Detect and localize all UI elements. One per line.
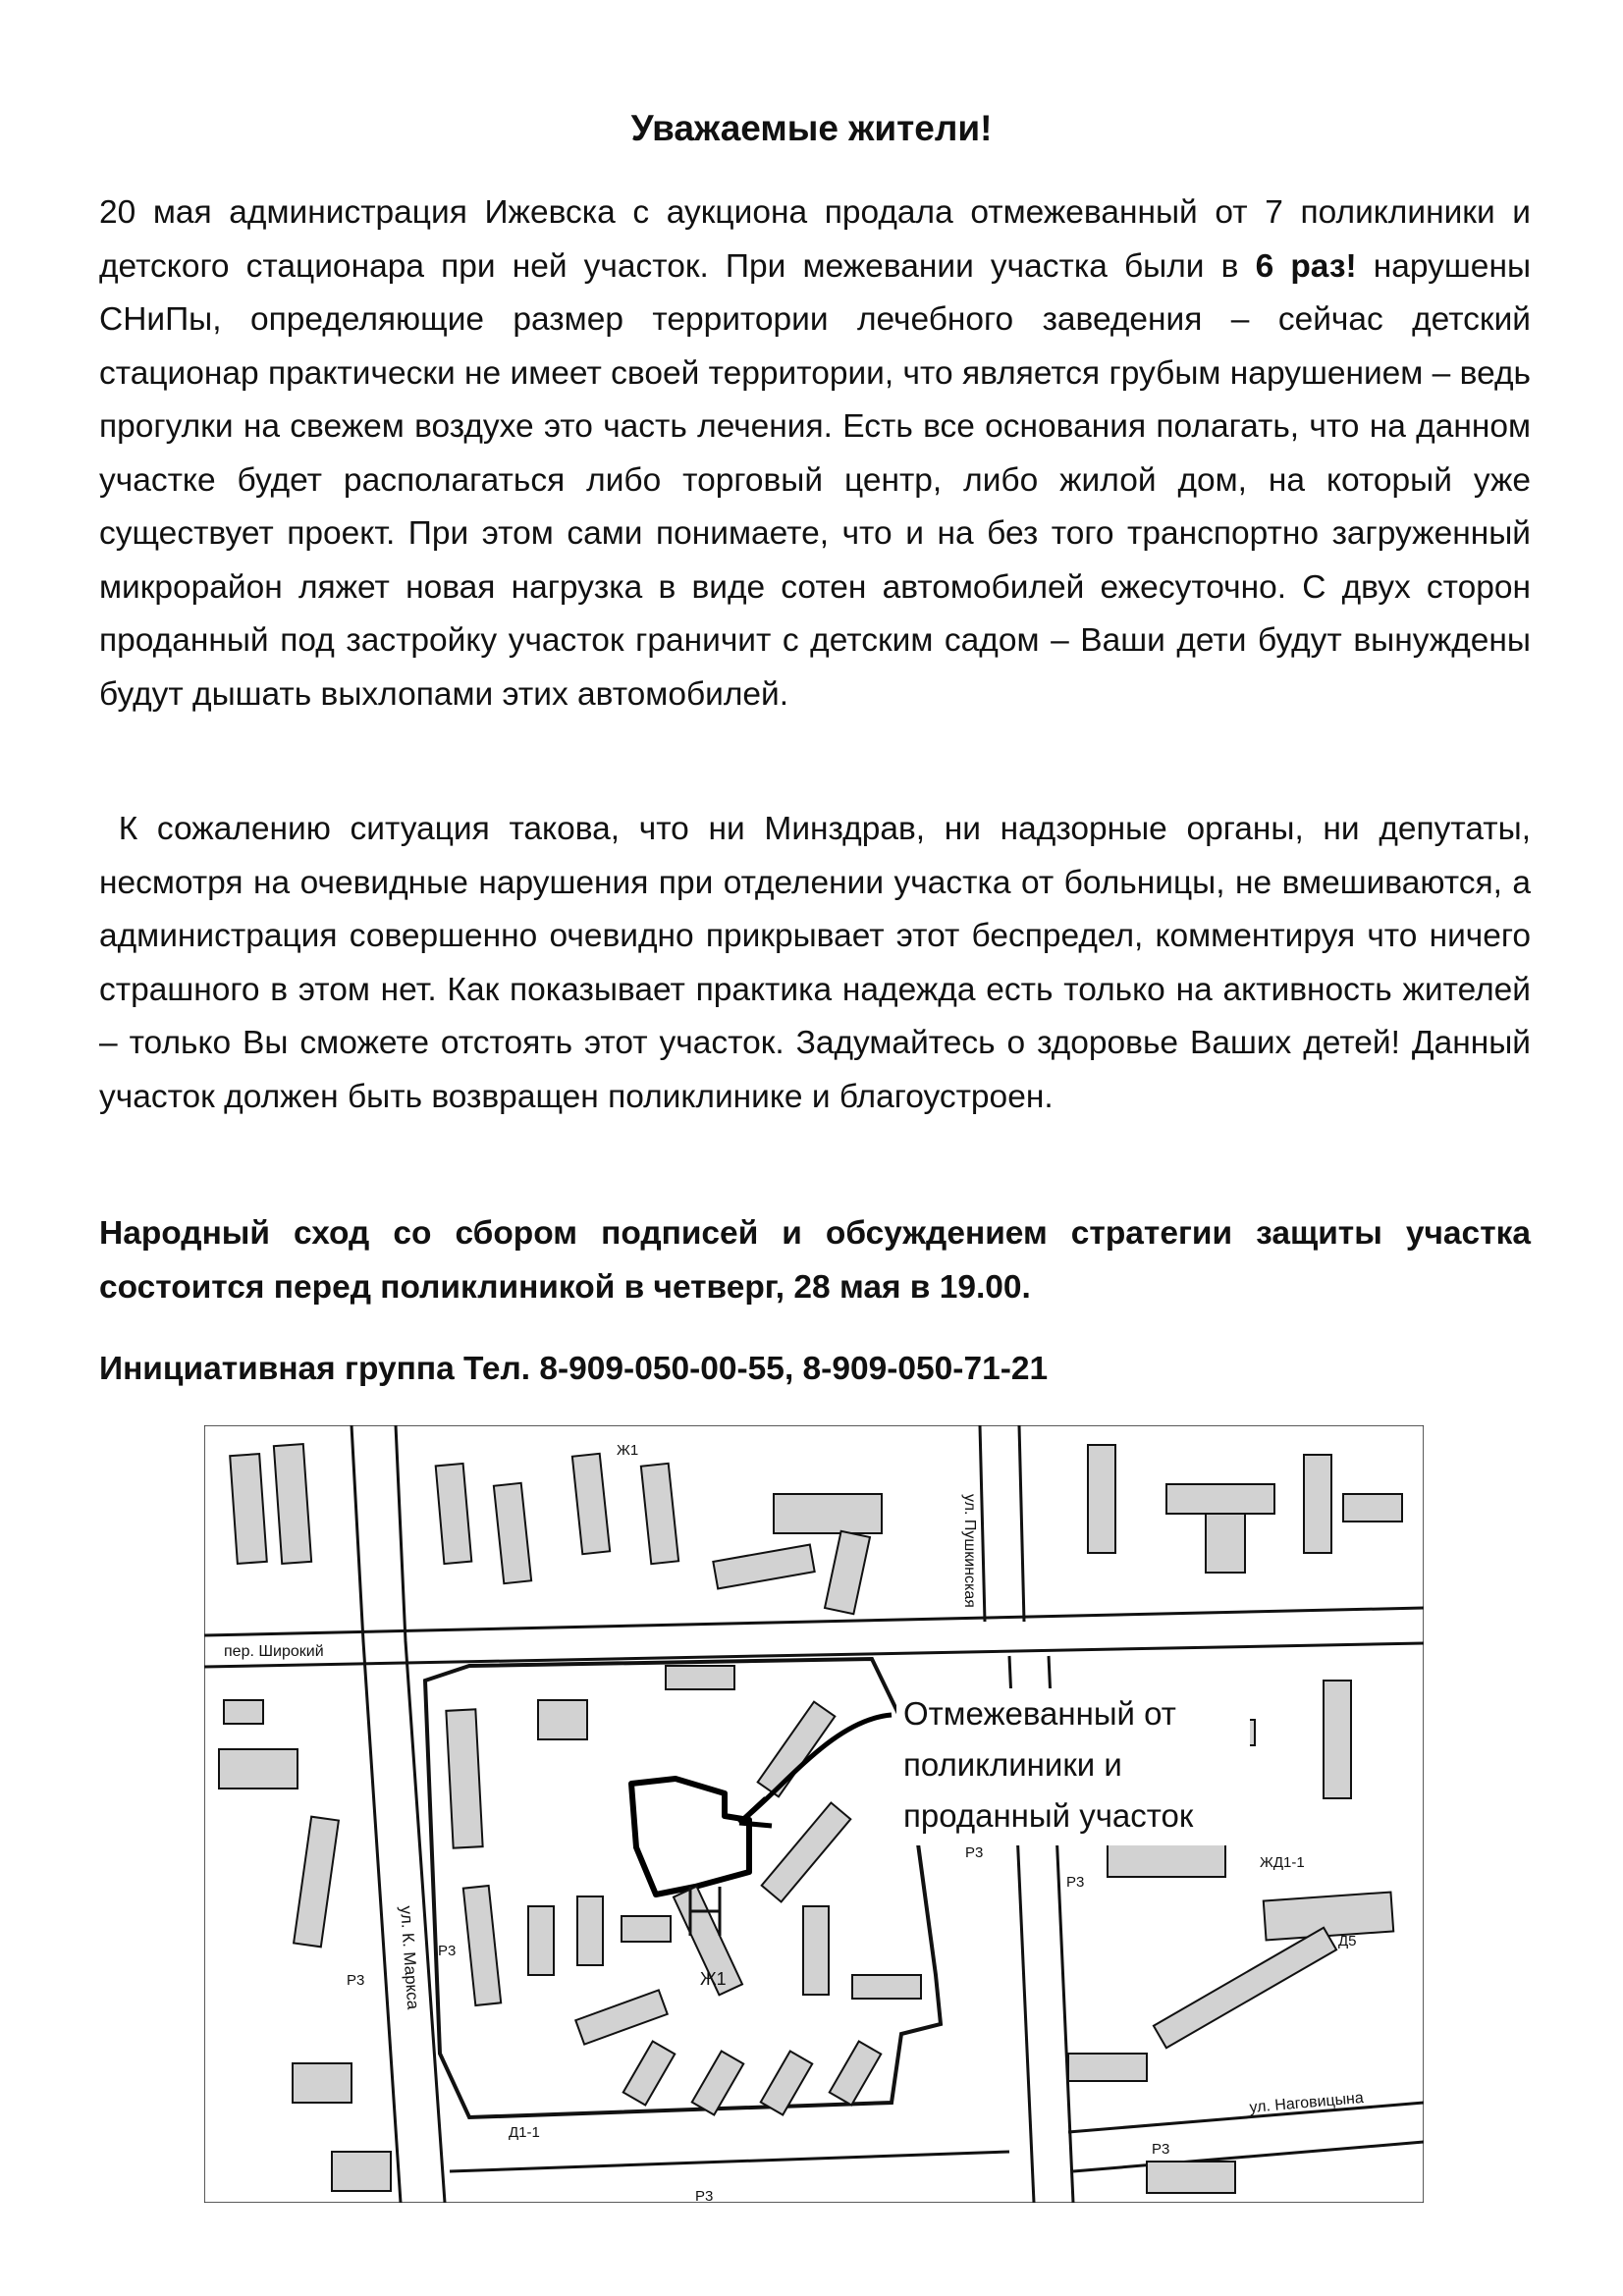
document-title: Уважаемые жители! xyxy=(630,108,993,148)
zone-label-d5: Д5 xyxy=(1338,1933,1357,1949)
paragraph-text: 20 мая администрация Ижевска с аукциона продала отмежеванный от 7 поликлиники и детского стационара при ней участок. При межевании участка были в xyxy=(99,194,1531,285)
callout-line-2: поликлиники и xyxy=(903,1746,1122,1783)
callout-line-1: Отмежеванный от xyxy=(903,1695,1176,1732)
contacts-text: Инициативная группа Тел. 8-909-050-00-55, 8-909-050-71-21 xyxy=(99,1351,1049,1387)
zone-label-r3-right: Р3 xyxy=(1066,1874,1085,1891)
street-label-nagovitsyna: ул. Наговицына xyxy=(1248,2089,1365,2116)
paragraph-body xyxy=(99,187,1531,721)
zone-label-r3-center-right: Р3 xyxy=(965,1844,984,1861)
zone-label-r3-bottom-right: Р3 xyxy=(1152,2141,1170,2158)
callout-line-3: проданный участок xyxy=(903,1797,1194,1834)
zone-label-r3-left: Р3 xyxy=(347,1972,365,1989)
zone-label-r3-bottom: Р3 xyxy=(695,2188,714,2203)
paragraph-meeting xyxy=(99,1207,1531,1314)
zone-label-r3-mid: Р3 xyxy=(438,1943,457,1959)
paragraph-appeal xyxy=(99,803,1531,1124)
emphasis-text: 6 раз! xyxy=(1255,247,1357,285)
zone-label-d1: Д1-1 xyxy=(509,2124,540,2141)
paragraph-text: К сожалению ситуация такова, что ни Минздрав, ни надзорные органы, ни депутаты, несмотря на очевидные нарушения при отделении участка от больницы, не вмешиваются, а администрация совершенно очевидно прикрывает этот беспредел, комментируя что ничего страшного в этом нет. Как показывает практика надежда есть только на активность жителей – только Вы сможете отстоять этот участок. Задумайтесь о здоровье Ваших детей! Данный участок должен быть возвращен поликлинике и благоустроен. xyxy=(99,811,1531,1115)
paragraph-body: Народный сход со сбором подписей и обсуждением стратегии защиты участка состоится перед поликлиникой в четверг, 28 мая в 19.00. xyxy=(99,1215,1531,1306)
zone-label-zh1-top: Ж1 xyxy=(617,1442,639,1459)
paragraph-text: нарушены СНиПы, определяющие размер территории лечебного заведения – сейчас детский стационар практически не имеет своей территории, что является грубым нарушением – ведь прогулки на свежем воздухе это часть лечения. Есть все основания полагать, что на данном участке будет располагаться либо торговый центр, либо жилой дом, на который уже существует проект. При этом сами понимаете, что и на без того транспортно загруженный микрорайон ляжет новая нагрузка в виде сотен автомобилей ежесуточно. С двух сторон проданный под застройку участок граничит с детским садом – Ваши дети будут вынуждены будут дышать выхлопами этих автомобилей. xyxy=(99,247,1532,713)
zone-label-zhd1: ЖД1-1 xyxy=(1260,1854,1305,1871)
paragraph-sale-announcement xyxy=(99,187,1531,721)
contacts-line xyxy=(99,1343,1531,1397)
street-label-pushkinskaya: ул. Пушкинская xyxy=(961,1494,978,1608)
street-label-k-marksa: ул. К. Маркса xyxy=(397,1904,423,2010)
street-label-shirokiy: пер. Широкий xyxy=(224,1643,324,1660)
paragraph-body xyxy=(99,803,1531,1124)
zone-label-zh1-center: Ж1 xyxy=(700,1969,727,1989)
area-map xyxy=(204,1425,1424,2203)
